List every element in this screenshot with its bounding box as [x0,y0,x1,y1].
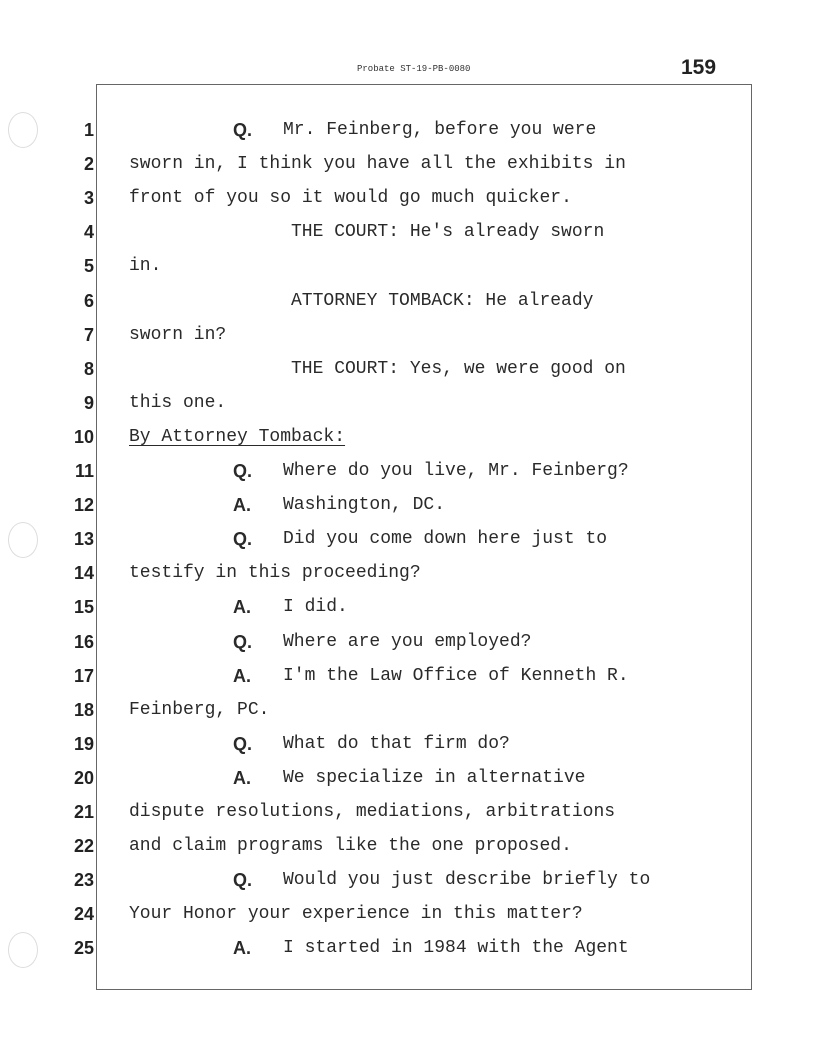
line-text: Washington, DC. [283,495,446,516]
line-text: ATTORNEY TOMBACK: He already [291,290,594,311]
transcript-line [0,727,816,761]
transcript-line [0,897,816,931]
answer-label: A. [233,495,251,516]
line-text: sworn in, I think you have all the exhibits in [129,154,626,175]
question-label: Q. [233,120,253,140]
transcript-line [0,284,816,318]
line-number: 6 [83,290,94,311]
transcript-line [0,522,816,556]
transcript-line [0,420,816,454]
transcript-line [0,556,816,590]
transcript-line [0,590,816,624]
line-number: 20 [73,767,94,788]
transcript-line [0,863,816,897]
line-text: I started in 1984 with the Agent [283,938,629,959]
line-text: I'm the Law Office of Kenneth R. [283,665,629,686]
line-number: 16 [73,631,94,652]
line-number: 2 [83,154,94,175]
line-text: front of you so it would go much quicker. [129,188,572,209]
transcript-line [0,693,816,727]
transcript-line [0,625,816,659]
line-number: 1 [83,120,94,140]
transcript-line [0,147,816,181]
line-text: and claim programs like the one proposed. [129,836,572,857]
line-text: testify in this proceeding? [129,563,421,584]
line-number: 22 [73,836,94,857]
line-number: 7 [83,324,94,345]
line-number: 3 [83,188,94,209]
line-number: 24 [73,904,94,925]
transcript-line [0,318,816,352]
line-number: 4 [83,222,94,243]
line-number: 14 [73,563,94,584]
transcript-line [0,386,816,420]
question-label: Q. [233,870,253,891]
transcript-line [0,113,816,147]
line-number: 18 [73,699,94,720]
transcript-line [0,829,816,863]
line-text: By Attorney Tomback: [129,426,346,447]
answer-label: A. [233,665,251,686]
line-number: 12 [73,495,94,516]
line-number: 10 [73,426,94,447]
line-text: Did you come down here just to [283,529,608,550]
line-text: in. [129,256,162,277]
line-number: 8 [83,358,94,379]
transcript-line [0,795,816,829]
transcript-line [0,488,816,522]
line-text: dispute resolutions, mediations, arbitrations [129,802,616,822]
line-number: 11 [74,461,94,481]
line-number: 15 [73,597,94,618]
line-text: Where are you employed? [283,631,532,652]
question-label: Q. [233,461,253,481]
line-text: What do that firm do? [283,733,510,754]
line-number: 13 [73,529,94,550]
line-number: 19 [73,733,94,754]
line-text: sworn in? [129,324,227,345]
page-number: 159 [681,56,717,79]
line-text: THE COURT: He's already sworn [291,222,605,243]
answer-label: A. [233,597,251,618]
line-text: this one. [129,392,227,413]
line-text: Would you just describe briefly to [283,870,651,891]
line-number: 17 [73,665,94,686]
line-number: 5 [83,256,94,277]
transcript-line [0,931,816,965]
line-number: 21 [73,802,94,822]
transcript-line [0,659,816,693]
line-number: 25 [73,938,94,959]
transcript-line [0,249,816,283]
line-text: We specialize in alternative [283,767,586,788]
line-text: Your Honor your experience in this matter? [129,904,583,925]
transcript-line [0,181,816,215]
line-number: 23 [73,870,94,891]
answer-label: A. [233,767,251,788]
line-number: 9 [83,392,94,413]
line-text: THE COURT: Yes, we were good on [291,358,626,379]
line-text: Where do you live, Mr. Feinberg? [283,461,629,481]
transcript-line [0,454,816,488]
answer-label: A. [233,938,251,959]
line-text: Feinberg, PC. [129,699,270,720]
question-label: Q. [233,631,253,652]
line-text: Mr. Feinberg, before you were [283,120,597,140]
transcript-line [0,215,816,249]
line-text: I did. [283,597,348,618]
transcript-line [0,352,816,386]
transcript-line [0,761,816,795]
question-label: Q. [233,529,253,550]
question-label: Q. [233,733,253,754]
case-number: Probate ST-19-PB-0080 [357,64,471,74]
